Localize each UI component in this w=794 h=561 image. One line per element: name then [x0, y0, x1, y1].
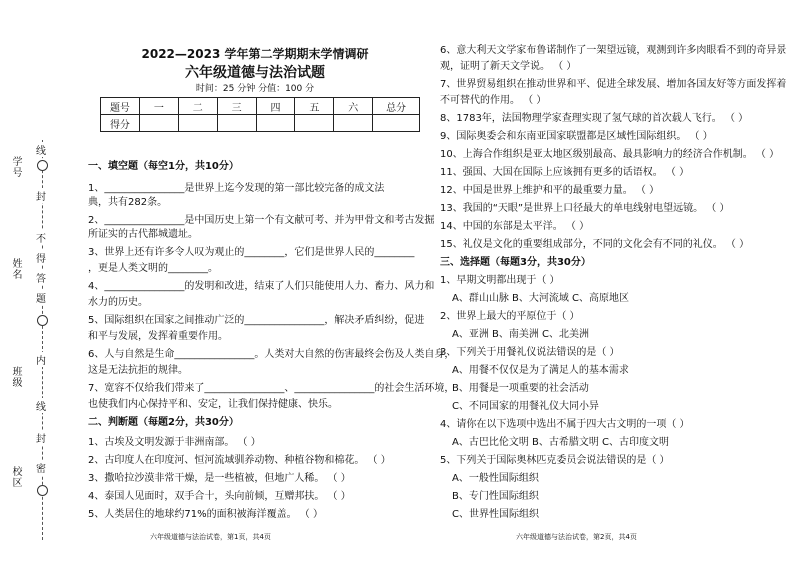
- page-footer: 六年级道德与法治试卷，第1页，共4页: [150, 533, 271, 541]
- school-label: 校区: [10, 466, 21, 488]
- option-line: C、不同国家的用餐礼仪大同小异: [452, 401, 599, 412]
- section-heading: 二、判断题（每题2分，共30分）: [88, 417, 239, 428]
- question-line: 6、人与自然是生命________________。人类对大自然的伤害最终会伤及人类自身，: [88, 349, 455, 360]
- question-line: 水力的历史。: [88, 297, 148, 308]
- score-table-cell: 得分: [101, 115, 140, 132]
- question-line: 6、意大利天文学家布鲁诺制作了一架望远镜，观测到许多肉眼看不到的奇异景: [440, 45, 787, 56]
- question-line: 典，共有282条。: [88, 197, 168, 208]
- question-line: 5、国际组织在国家之间推动广泛的________________，解决矛盾纠纷，促进: [88, 315, 425, 326]
- score-table-cell: [334, 115, 373, 132]
- class-label: 班级: [10, 366, 21, 388]
- score-table-cell: 三: [217, 98, 256, 115]
- exam-title-line2: 六年级道德与法治试题: [185, 65, 325, 81]
- score-table-cell: [373, 115, 420, 132]
- score-table-cell: 总分: [373, 98, 420, 115]
- binding-hole: [37, 160, 48, 171]
- binding-char: 密: [36, 460, 46, 475]
- question-line: 4、泰国人见面时，双手合十，头向前倾，互赠邦扶。 （ ）: [88, 491, 351, 502]
- exam-page-right: [420, 0, 794, 561]
- question-line: 不可替代的作用。 （ ）: [440, 95, 547, 106]
- question-line: 5、人类居住的地球约71%的面积被海洋覆盖。 （ ）: [88, 509, 323, 520]
- binding-char: 封: [36, 188, 46, 203]
- question-line: 2、世界上最大的平原位于（ ）: [440, 311, 580, 322]
- score-table-cell: [295, 115, 334, 132]
- question-line: 2、________________是中国历史上第一个有文献可考、并为甲骨文和考古发掘: [88, 215, 435, 226]
- binding-hole: [37, 485, 48, 496]
- score-table-cell: 一: [139, 98, 178, 115]
- section-heading: 三、选择题（每题3分，共30分）: [440, 257, 591, 268]
- score-table-cell: [217, 115, 256, 132]
- binding-char: 得: [36, 250, 46, 265]
- question-line: 2、古印度人在印度河、恒河流域驯养动物、种植谷物和棉花。 （ ）: [88, 455, 391, 466]
- score-table-cell: 题号: [101, 98, 140, 115]
- option-line: A、古巴比伦文明 B、古希腊文明 C、古印度文明: [452, 437, 670, 448]
- question-line: 13、我国的“天眼”是世界上口径最大的单电线射电望远镜。 （ ）: [440, 203, 730, 214]
- question-line: 也使我们内心保持平和、安定，让我们保持健康、快乐。: [88, 399, 338, 410]
- score-table: [100, 97, 420, 132]
- binding-char: 线: [36, 398, 46, 413]
- binding-char: 不: [36, 230, 46, 245]
- binding-sidebar: [0, 130, 70, 550]
- question-line: 15、礼仪是文化的重要组成部分，不同的文化会有不同的礼仪。 （ ）: [440, 239, 750, 250]
- question-line: 1、________________是世界上迄今发现的第一部比较完备的成文法: [88, 183, 385, 194]
- question-line: 3、世界上还有许多令人叹为观止的________，它们是世界人民的________: [88, 247, 415, 258]
- score-table-header-row: [101, 98, 420, 115]
- section-heading: 一、填空题（每空1分，共10分）: [88, 161, 239, 172]
- binding-char: 内: [36, 352, 46, 367]
- question-line: 3、撒哈拉沙漠非常干燥，是一些植被，但地广人稀。 （ ）: [88, 473, 351, 484]
- question-line: 这是无法抗拒的规律。: [88, 365, 188, 376]
- score-table-cell: 二: [178, 98, 217, 115]
- score-table-cell: [139, 115, 178, 132]
- option-line: A、用餐不仅仅是为了满足人的基本需求: [452, 365, 629, 376]
- question-line: 11、强国、大国在国际上应该拥有更多的话语权。 （ ）: [440, 167, 690, 178]
- question-line: 1、古埃及文明发源于非洲南部。 （ ）: [88, 437, 261, 448]
- question-line: 3、下列关于用餐礼仪说法错误的是（ ）: [440, 347, 620, 358]
- binding-char: 题: [36, 290, 46, 305]
- option-line: B、用餐是一项重要的社会活动: [452, 383, 589, 394]
- page-footer: 六年级道德与法治试卷，第2页，共4页: [516, 533, 637, 541]
- question-line: ，更是人类文明的________。: [88, 263, 218, 274]
- question-line: 1、早期文明都出现于（ ）: [440, 275, 560, 286]
- score-table-cell: 六: [334, 98, 373, 115]
- question-line: 4、请你在以下选项中选出不属于四大古文明的一项（ ）: [440, 419, 690, 430]
- option-line: A、一般性国际组织: [452, 473, 539, 484]
- student-id-label: 学号: [10, 156, 21, 178]
- question-line: 4、________________的发明和改进，结束了人们只能使用人力、畜力、风力和: [88, 281, 435, 292]
- option-line: A、亚洲 B、南美洲 C、北美洲: [452, 329, 590, 340]
- option-line: B、专门性国际组织: [452, 491, 539, 502]
- exam-title-line1: 2022—2023 学年第二学期期末学情调研: [141, 47, 369, 61]
- question-line: 9、国际奥委会和东南亚国家联盟都是区域性国际组织。 （ ）: [440, 131, 713, 142]
- binding-char: 答: [36, 270, 46, 285]
- name-label: 姓名: [10, 258, 21, 280]
- binding-char: 线: [36, 142, 46, 157]
- score-table-cell: [178, 115, 217, 132]
- question-line: 8、1783年，法国物理学家查理实现了氢气球的首次载人飞行。 （ ）: [440, 113, 749, 124]
- question-line: 12、中国是世界上维护和平的最重要力量。 （ ）: [440, 185, 660, 196]
- option-line: A、群山山脉 B、大河流域 C、高原地区: [452, 293, 630, 304]
- score-table-cell: [256, 115, 295, 132]
- score-table-cell: 四: [256, 98, 295, 115]
- binding-hole: [37, 315, 48, 326]
- question-line: 5、下列关于国际奥林匹克委员会说法错误的是（ ）: [440, 455, 670, 466]
- score-table-cell: 五: [295, 98, 334, 115]
- question-line: 7、宽容不仅给我们带来了________________、________________的社会生活环境，: [88, 383, 455, 394]
- question-line: 14、中国的东部是太平洋。 （ ）: [440, 221, 590, 232]
- question-line: 观，证明了新天文学说。 （ ）: [440, 61, 577, 72]
- question-line: 10、上海合作组织是亚太地区级别最高、最具影响力的经济合作机制。 （ ）: [440, 149, 780, 160]
- score-table-score-row: [101, 115, 420, 132]
- option-line: C、世界性国际组织: [452, 509, 539, 520]
- question-line: 和平与发展，发挥着重要作用。: [88, 331, 228, 342]
- time-score-info: 时间：25 分钟 分值：100 分: [195, 84, 315, 94]
- question-line: 所证实的古代都城遗址。: [88, 229, 198, 240]
- question-line: 7、世界贸易组织在推动世界和平、促进全球发展、增加各国友好等方面发挥着: [440, 79, 787, 90]
- binding-char: 封: [36, 430, 46, 445]
